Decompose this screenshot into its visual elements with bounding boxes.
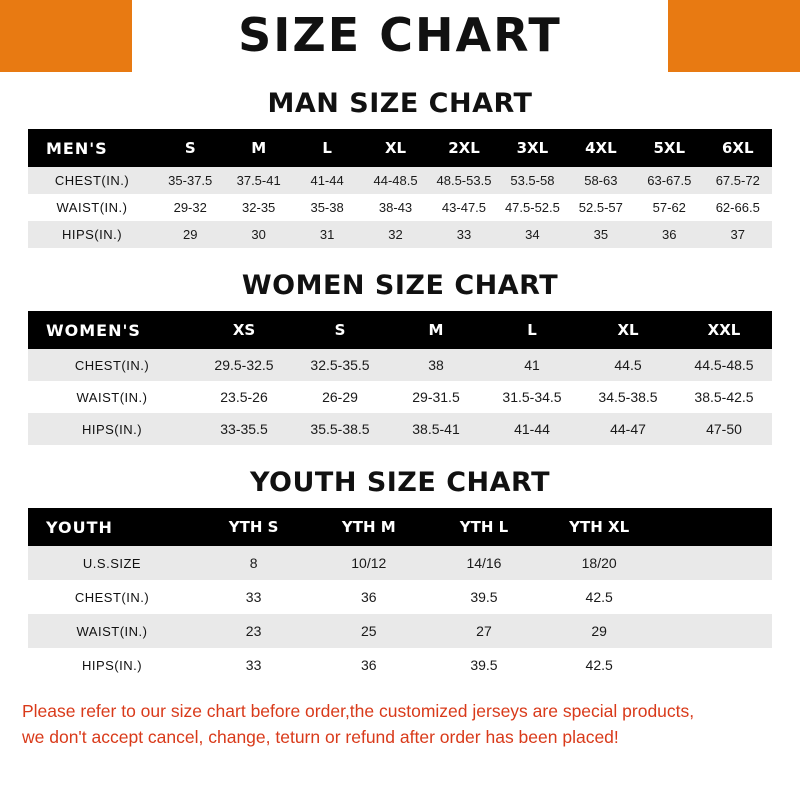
- youth-cell-0-0: 8: [196, 546, 311, 580]
- table-row: [28, 614, 772, 648]
- women-table-wrap: [28, 311, 772, 445]
- men-cell-1-5: 47.5-52.5: [498, 194, 566, 221]
- men-col-3: XL: [361, 129, 429, 167]
- youth-row-1-label: CHEST(IN.): [28, 580, 196, 614]
- men-size-table: [28, 129, 772, 248]
- women-cell-0-2: 38: [388, 349, 484, 381]
- youth-cell-0-1: 10/12: [311, 546, 426, 580]
- men-cell-2-3: 32: [361, 221, 429, 248]
- youth-cell-3-1: 36: [311, 648, 426, 682]
- youth-header-label: YOUTH: [28, 508, 196, 546]
- youth-table-wrap: [28, 508, 772, 682]
- header-banner: [0, 0, 800, 72]
- women-col-1: S: [292, 311, 388, 349]
- table-row: [28, 381, 772, 413]
- men-cell-0-8: 67.5-72: [704, 167, 773, 194]
- men-cell-0-1: 37.5-41: [224, 167, 292, 194]
- men-cell-0-7: 63-67.5: [635, 167, 703, 194]
- table-row: [28, 648, 772, 682]
- youth-cell-0-2: 14/16: [426, 546, 541, 580]
- men-col-5: 3XL: [498, 129, 566, 167]
- men-col-4: 2XL: [430, 129, 498, 167]
- table-row: [28, 349, 772, 381]
- women-cell-0-0: 29.5-32.5: [196, 349, 292, 381]
- men-table-wrap: [28, 129, 772, 248]
- youth-cell-3-0: 33: [196, 648, 311, 682]
- youth-cell-0-3: 18/20: [542, 546, 657, 580]
- men-table-body: [28, 167, 772, 248]
- women-col-5: XXL: [676, 311, 772, 349]
- men-header-label: MEN'S: [28, 129, 156, 167]
- youth-row-3-label: HIPS(IN.): [28, 648, 196, 682]
- men-cell-2-7: 36: [635, 221, 703, 248]
- men-cell-2-6: 35: [567, 221, 635, 248]
- youth-size-table: [28, 508, 772, 682]
- women-cell-2-0: 33-35.5: [196, 413, 292, 445]
- women-section-title: WOMEN SIZE CHART: [241, 270, 559, 301]
- table-header-row: [28, 508, 772, 546]
- women-size-table: [28, 311, 772, 445]
- table-row: [28, 580, 772, 614]
- women-table-body: [28, 349, 772, 445]
- youth-row-2-label: WAIST(IN.): [28, 614, 196, 648]
- youth-cell-2-3: 29: [542, 614, 657, 648]
- women-col-4: XL: [580, 311, 676, 349]
- youth-cell-1-4: [657, 580, 772, 614]
- men-cell-0-6: 58-63: [567, 167, 635, 194]
- men-cell-0-4: 48.5-53.5: [430, 167, 498, 194]
- women-cell-1-2: 29-31.5: [388, 381, 484, 413]
- men-row-2-label: HIPS(IN.): [28, 221, 156, 248]
- men-cell-1-1: 32-35: [224, 194, 292, 221]
- women-header-label: WOMEN'S: [28, 311, 196, 349]
- youth-table-body: [28, 546, 772, 682]
- women-cell-2-4: 44-47: [580, 413, 676, 445]
- youth-col-4: [657, 508, 772, 546]
- women-cell-1-5: 38.5-42.5: [676, 381, 772, 413]
- men-cell-2-2: 31: [293, 221, 361, 248]
- women-cell-1-1: 26-29: [292, 381, 388, 413]
- men-cell-1-3: 38-43: [361, 194, 429, 221]
- page-title: SIZE CHART: [238, 8, 562, 62]
- men-cell-0-3: 44-48.5: [361, 167, 429, 194]
- order-policy-note: [22, 698, 778, 751]
- women-table-header: [28, 311, 772, 349]
- youth-row-0-label: U.S.SIZE: [28, 546, 196, 580]
- header-banner-inner: [132, 0, 668, 72]
- note-line-1: Please refer to our size chart before order,the customized jerseys are special products,: [22, 701, 695, 721]
- men-table-header: [28, 129, 772, 167]
- women-col-2: M: [388, 311, 484, 349]
- men-cell-2-0: 29: [156, 221, 224, 248]
- women-col-3: L: [484, 311, 580, 349]
- youth-cell-3-2: 39.5: [426, 648, 541, 682]
- women-row-1-label: WAIST(IN.): [28, 381, 196, 413]
- men-col-0: S: [156, 129, 224, 167]
- men-cell-2-1: 30: [224, 221, 292, 248]
- men-row-1-label: WAIST(IN.): [28, 194, 156, 221]
- women-cell-0-3: 41: [484, 349, 580, 381]
- men-cell-1-7: 57-62: [635, 194, 703, 221]
- men-cell-2-4: 33: [430, 221, 498, 248]
- men-col-1: M: [224, 129, 292, 167]
- men-section-title: MAN SIZE CHART: [267, 88, 533, 119]
- women-cell-1-3: 31.5-34.5: [484, 381, 580, 413]
- men-cell-0-0: 35-37.5: [156, 167, 224, 194]
- men-cell-1-6: 52.5-57: [567, 194, 635, 221]
- youth-cell-3-4: [657, 648, 772, 682]
- women-cell-0-4: 44.5: [580, 349, 676, 381]
- women-cell-2-1: 35.5-38.5: [292, 413, 388, 445]
- youth-col-3: YTH XL: [542, 508, 657, 546]
- youth-cell-2-0: 23: [196, 614, 311, 648]
- women-cell-0-1: 32.5-35.5: [292, 349, 388, 381]
- youth-cell-1-1: 36: [311, 580, 426, 614]
- men-cell-2-8: 37: [704, 221, 773, 248]
- youth-col-1: YTH M: [311, 508, 426, 546]
- youth-cell-3-3: 42.5: [542, 648, 657, 682]
- women-cell-2-3: 41-44: [484, 413, 580, 445]
- women-row-0-label: CHEST(IN.): [28, 349, 196, 381]
- youth-cell-2-4: [657, 614, 772, 648]
- table-header-row: [28, 129, 772, 167]
- men-col-6: 4XL: [567, 129, 635, 167]
- women-cell-2-2: 38.5-41: [388, 413, 484, 445]
- women-cell-1-4: 34.5-38.5: [580, 381, 676, 413]
- table-row: [28, 167, 772, 194]
- men-col-8: 6XL: [704, 129, 773, 167]
- table-row: [28, 413, 772, 445]
- women-cell-1-0: 23.5-26: [196, 381, 292, 413]
- note-line-2: we don't accept cancel, change, teturn or refund after order has been placed!: [22, 727, 619, 748]
- men-col-7: 5XL: [635, 129, 703, 167]
- youth-cell-0-4: [657, 546, 772, 580]
- men-cell-1-2: 35-38: [293, 194, 361, 221]
- youth-cell-1-2: 39.5: [426, 580, 541, 614]
- men-cell-1-8: 62-66.5: [704, 194, 773, 221]
- men-cell-1-4: 43-47.5: [430, 194, 498, 221]
- table-row: [28, 221, 772, 248]
- youth-table-header: [28, 508, 772, 546]
- men-row-0-label: CHEST(IN.): [28, 167, 156, 194]
- women-cell-0-5: 44.5-48.5: [676, 349, 772, 381]
- men-cell-1-0: 29-32: [156, 194, 224, 221]
- youth-cell-2-1: 25: [311, 614, 426, 648]
- youth-section-title: YOUTH SIZE CHART: [249, 467, 551, 498]
- youth-col-0: YTH S: [196, 508, 311, 546]
- table-row: [28, 194, 772, 221]
- youth-cell-1-0: 33: [196, 580, 311, 614]
- men-cell-0-2: 41-44: [293, 167, 361, 194]
- table-row: [28, 546, 772, 580]
- table-header-row: [28, 311, 772, 349]
- women-row-2-label: HIPS(IN.): [28, 413, 196, 445]
- youth-cell-2-2: 27: [426, 614, 541, 648]
- women-col-0: XS: [196, 311, 292, 349]
- men-cell-2-5: 34: [498, 221, 566, 248]
- youth-cell-1-3: 42.5: [542, 580, 657, 614]
- men-col-2: L: [293, 129, 361, 167]
- women-cell-2-5: 47-50: [676, 413, 772, 445]
- men-cell-0-5: 53.5-58: [498, 167, 566, 194]
- youth-col-2: YTH L: [426, 508, 541, 546]
